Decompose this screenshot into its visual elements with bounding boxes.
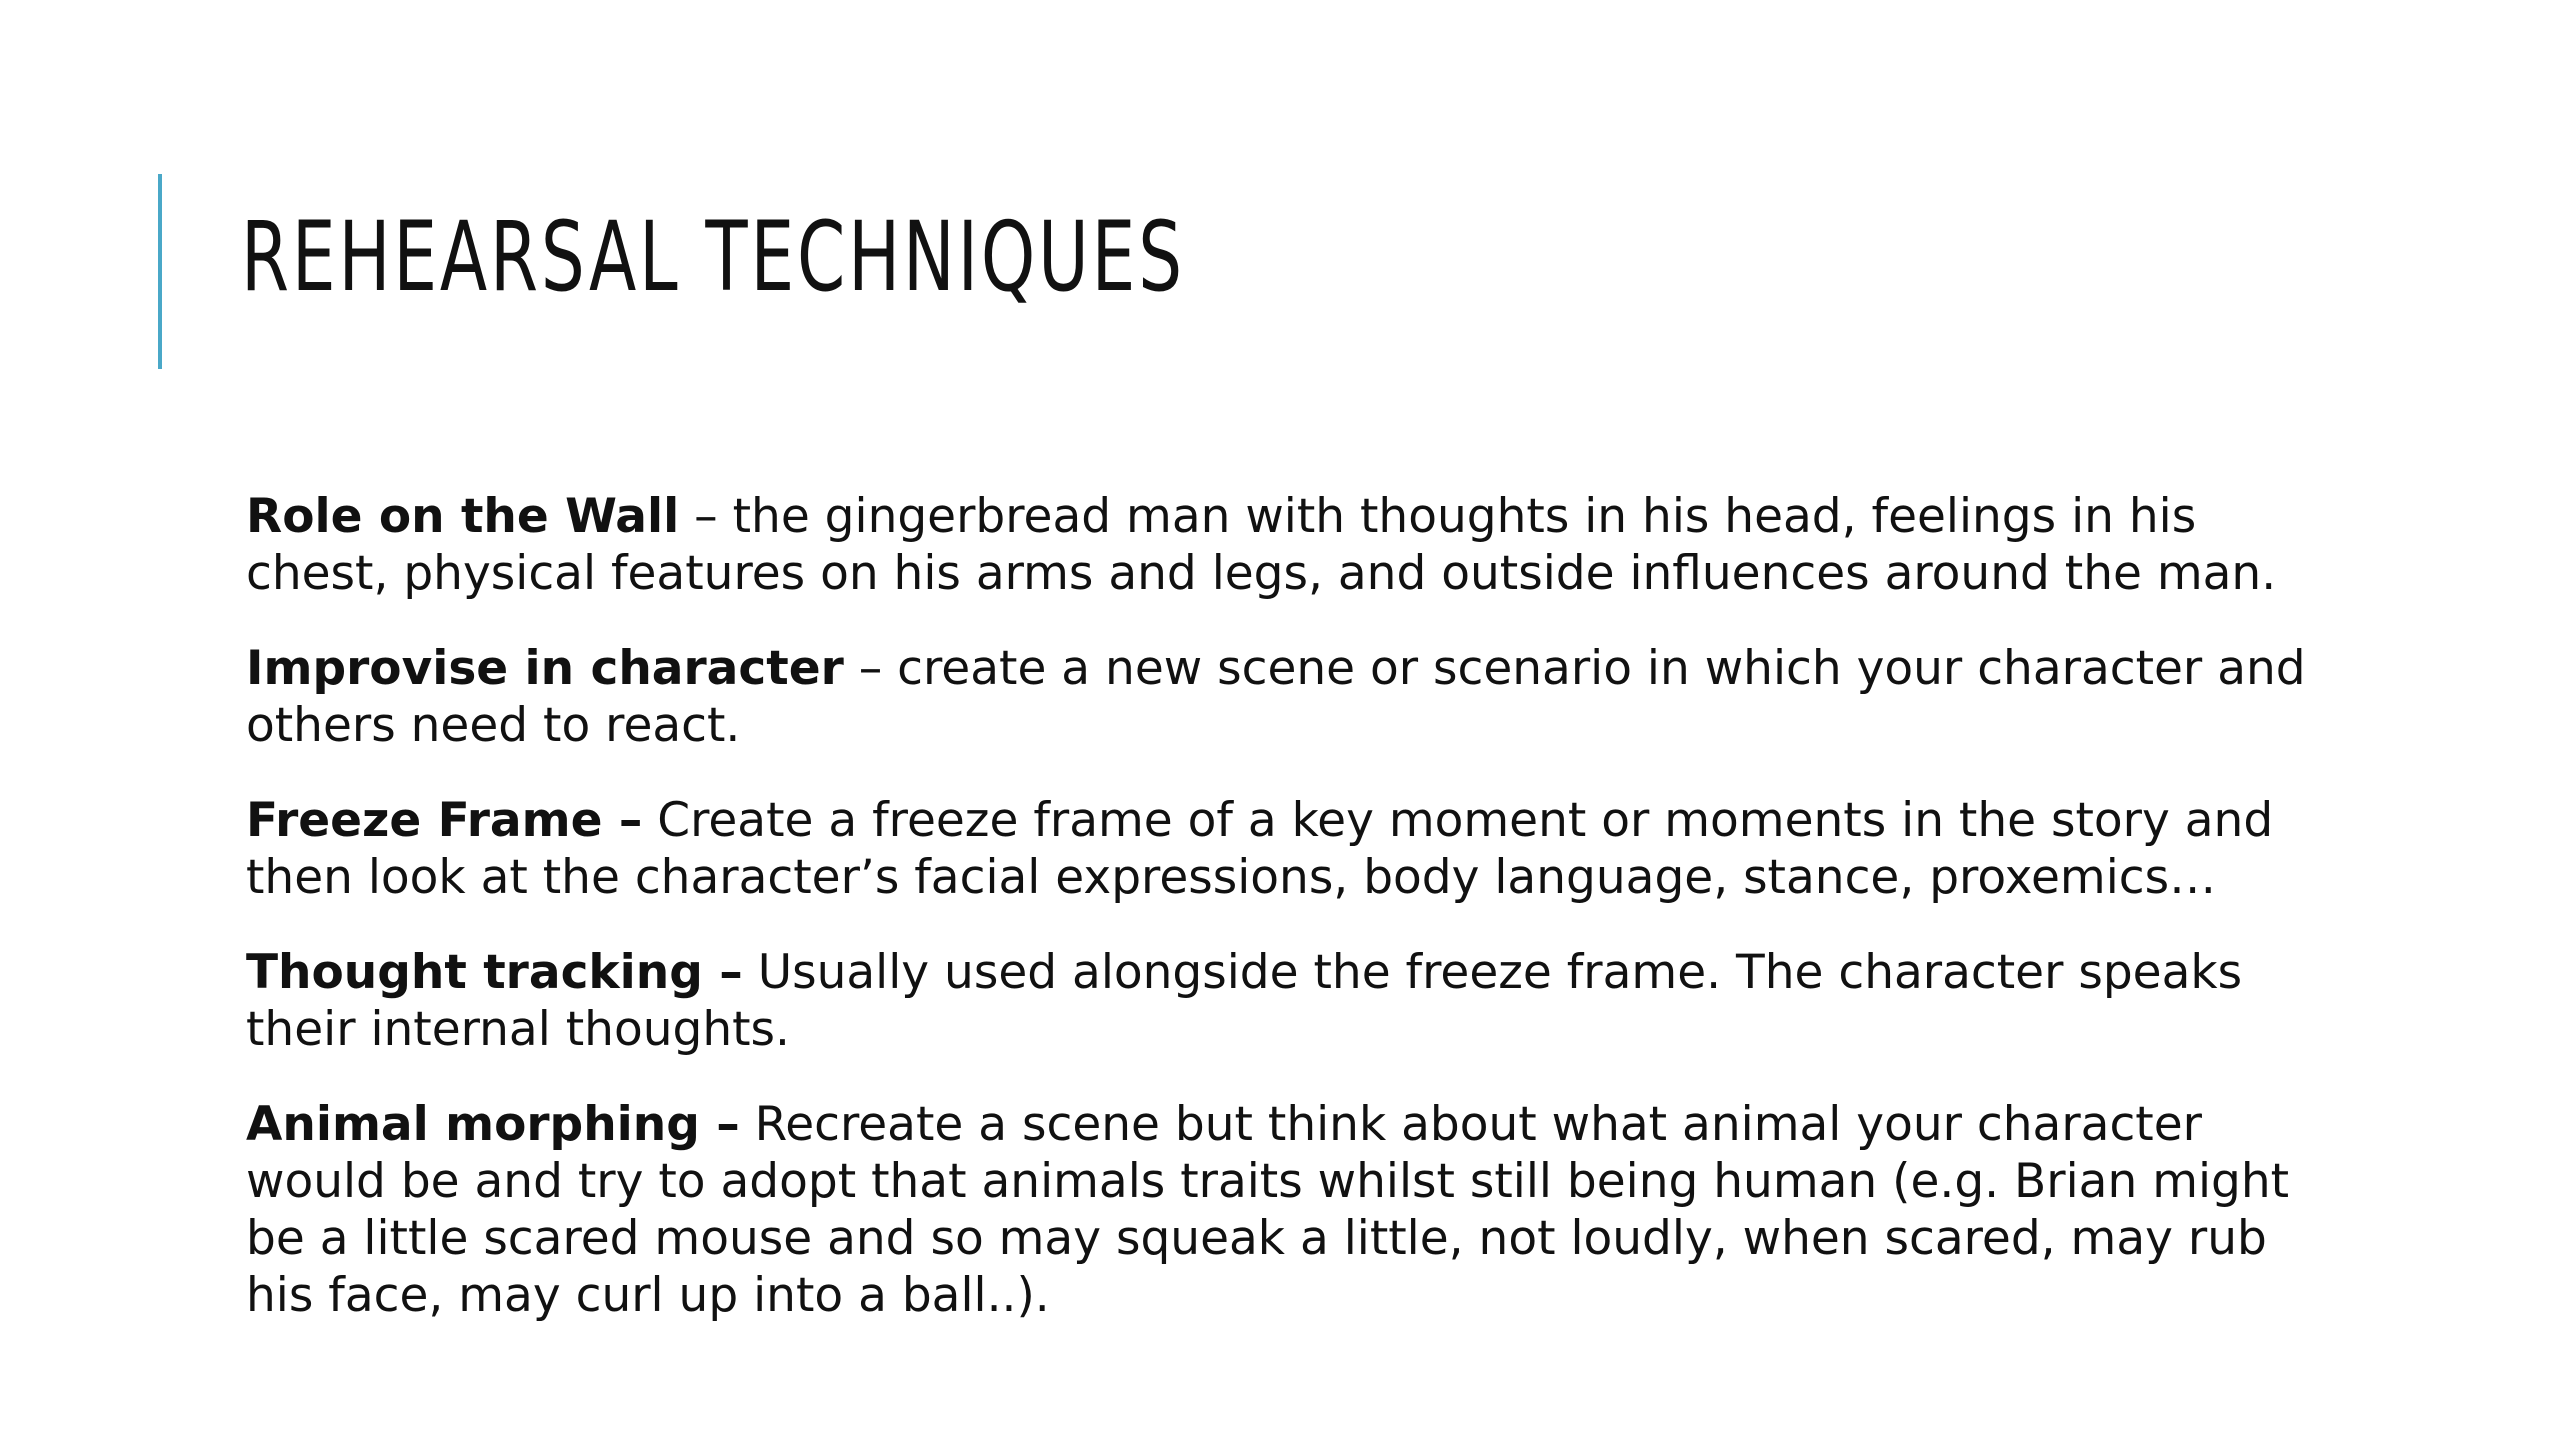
technique-term: Role on the Wall [246,489,680,544]
technique-description: Usually used alongside the freeze frame. The character speaks their internal thoughts. [246,945,2243,1057]
technique-description: Create a freeze frame of a key moment or moments in the story and then look at the character’s facial expressions, body language, stance, proxemics… [246,793,2274,905]
technique-item-role-on-the-wall [246,488,2306,602]
technique-item-freeze-frame [246,792,2306,906]
technique-term: Animal morphing – [246,1097,740,1152]
technique-item-improvise-in-character [246,640,2306,754]
technique-term: Freeze Frame – [246,793,643,848]
technique-term: Thought tracking – [246,945,743,1000]
title-accent-bar [158,174,162,369]
technique-description: Recreate a scene but think about what animal your character would be and try to adopt that animals traits whilst still being human (e.g. Brian might be a little scared mouse and so may squeak a little, not loudly, when scared, may rub his face, may curl up into a ball..). [246,1097,2290,1323]
slide-body [246,488,2306,1362]
technique-item-thought-tracking [246,944,2306,1058]
technique-description: – create a new scene or scenario in which your character and others need to react. [246,641,2306,753]
technique-term: Improvise in character [246,641,844,696]
slide-title: REHEARSAL TECHNIQUES [241,201,1185,313]
technique-description: – the gingerbread man with thoughts in his head, feelings in his chest, physical features on his arms and legs, and outside influences around the man. [246,489,2277,601]
technique-item-animal-morphing [246,1096,2306,1324]
